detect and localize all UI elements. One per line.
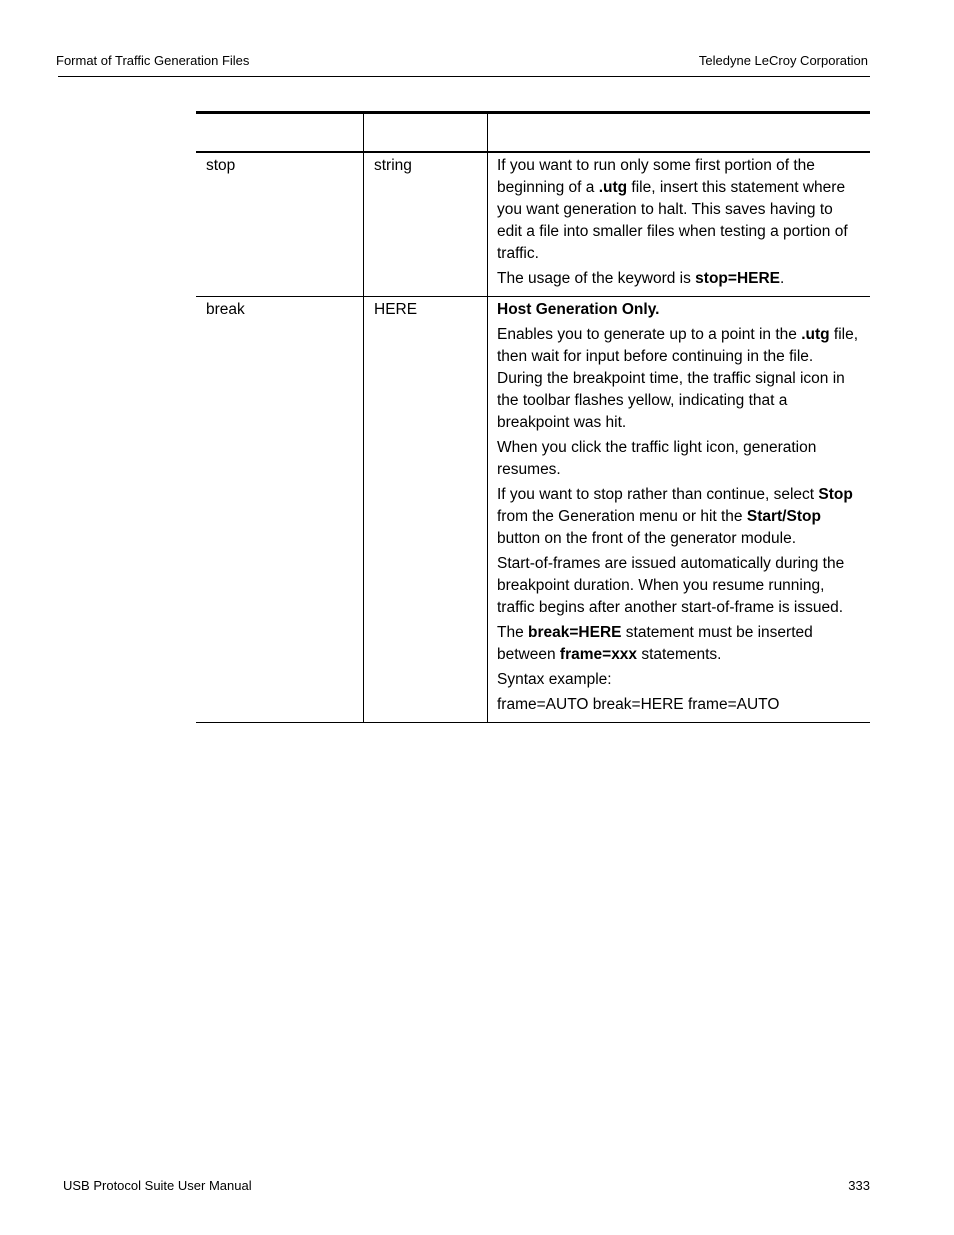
description-paragraph: The break=HERE statement must be inserted between frame=xxx statements.	[497, 624, 813, 663]
description-paragraph: Enables you to generate up to a point in the .utg file, then wait for input before continuing in the file. During the breakpoint time, the traffic signal icon in the toolbar flashes yellow, indicating that a breakpoint was hit.	[497, 326, 859, 431]
description-paragraph: If you want to stop rather than continue, select Stop from the Generation menu or hit the Start/Stop button on the front of the generator module.	[497, 486, 853, 547]
table-header-cell	[364, 114, 488, 151]
value-cell: HERE	[364, 297, 488, 722]
description-paragraph: When you click the traffic light icon, generation resumes.	[497, 439, 817, 478]
table-header-cell	[196, 114, 364, 151]
table-row	[196, 153, 870, 297]
running-footer-title: USB Protocol Suite User Manual	[63, 1178, 252, 1193]
keyword-cell: break	[196, 297, 364, 722]
running-header-company: Teledyne LeCroy Corporation	[698, 53, 868, 68]
page-number: 333	[848, 1178, 870, 1193]
value-cell: string	[364, 153, 488, 296]
table-row	[196, 297, 870, 723]
description-cell	[488, 297, 870, 722]
description-paragraph: The usage of the keyword is stop=HERE.	[497, 270, 785, 287]
description-paragraph: frame=AUTO break=HERE frame=AUTO	[497, 696, 780, 713]
running-header-title: Format of Traffic Generation Files	[56, 53, 250, 68]
description-cell	[488, 153, 870, 296]
table-header-cell	[488, 114, 870, 151]
description-paragraph: If you want to run only some first portion of the beginning of a .utg file, insert this statement where you want generation to halt. This saves having to edit a file into smaller files when testing a portion of traffic.	[497, 157, 848, 262]
description-paragraph: Syntax example:	[497, 671, 612, 688]
keyword-cell: stop	[196, 153, 364, 296]
table-header-row	[196, 111, 870, 153]
keyword-table	[196, 111, 870, 723]
description-paragraph: Start-of-frames are issued automatically during the breakpoint duration. When you resume running, traffic begins after another start-of-frame is issued.	[497, 555, 845, 616]
header-divider	[58, 76, 870, 77]
description-paragraph: Host Generation Only.	[497, 301, 660, 318]
